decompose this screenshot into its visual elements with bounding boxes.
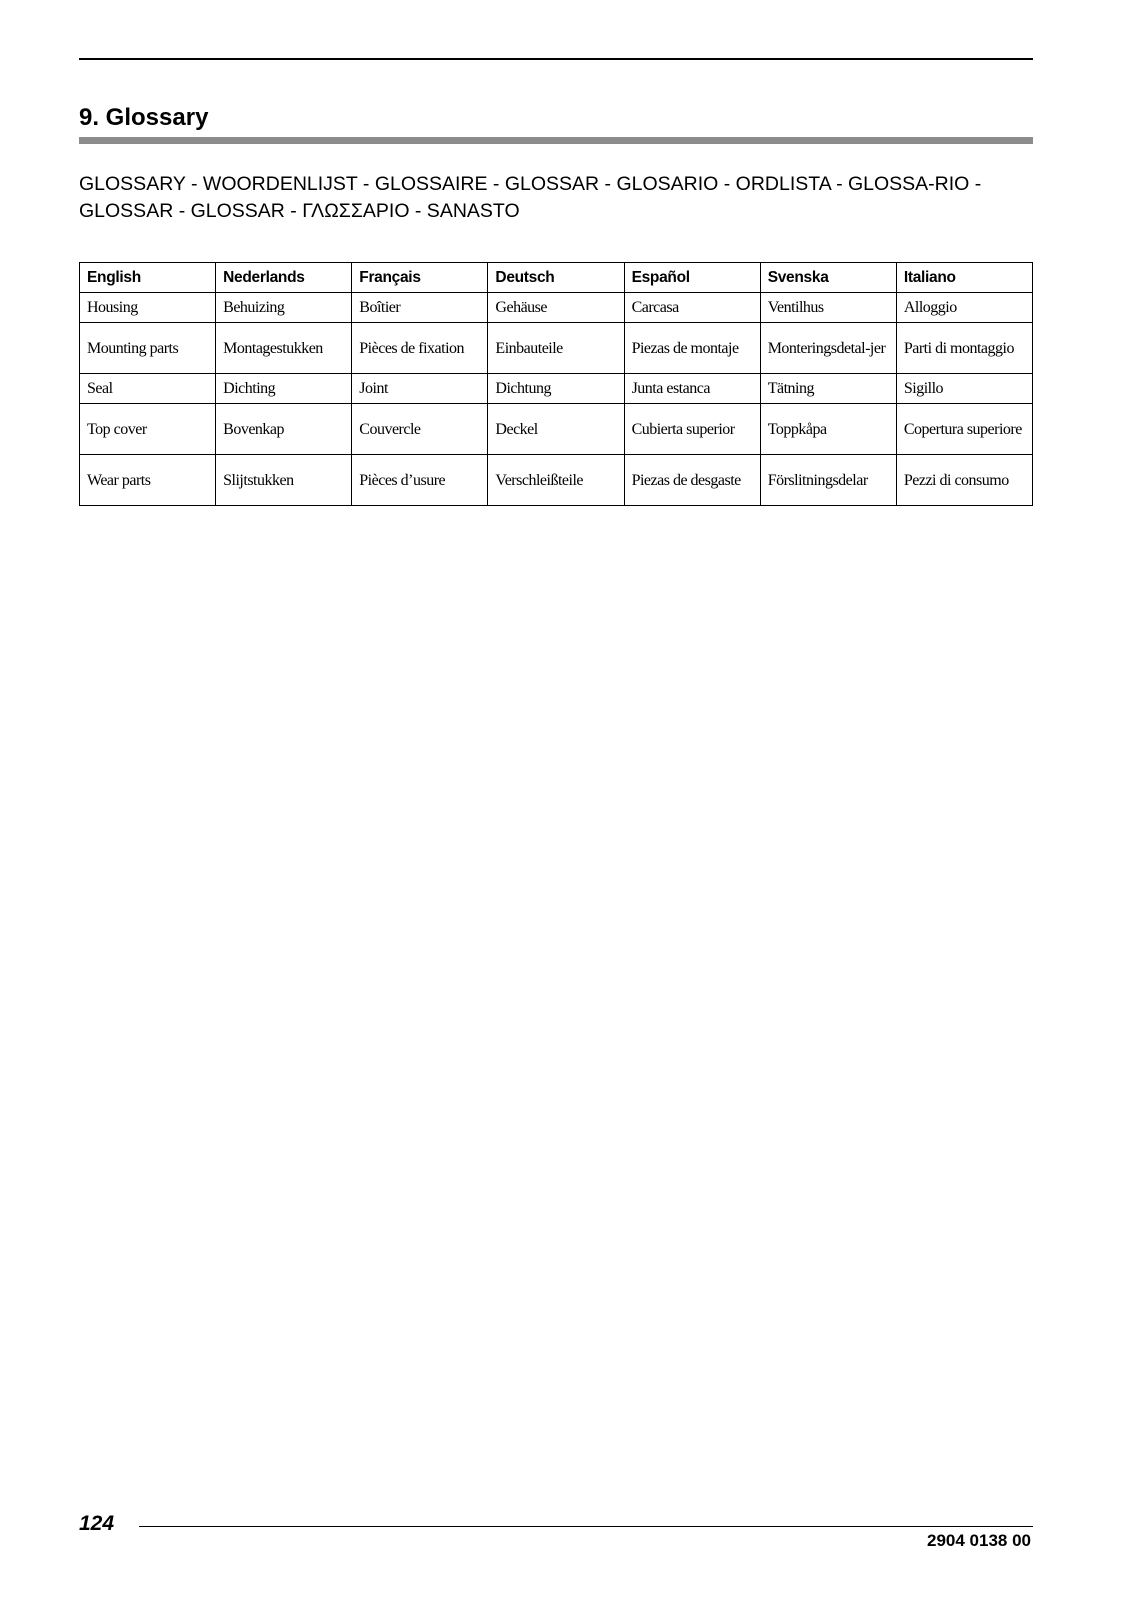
table-cell: Alloggio xyxy=(896,293,1032,323)
table-row xyxy=(80,404,1033,455)
table-cell: Junta estanca xyxy=(624,374,760,404)
table-cell: Piezas de montaje xyxy=(624,323,760,374)
top-rule xyxy=(79,58,1033,60)
table-cell: Dichting xyxy=(216,374,352,404)
table-cell: Gehäuse xyxy=(488,293,624,323)
column-header-francais: Français xyxy=(352,263,488,293)
table-row xyxy=(80,455,1033,506)
title-underline-bar xyxy=(79,137,1033,144)
table-cell: Bovenkap xyxy=(216,404,352,455)
table-cell: Pièces de fixation xyxy=(352,323,488,374)
column-header-deutsch: Deutsch xyxy=(488,263,624,293)
glossary-table xyxy=(79,262,1033,506)
table-cell: Joint xyxy=(352,374,488,404)
page-number: 124 xyxy=(79,1512,115,1535)
table-cell: Tätning xyxy=(760,374,896,404)
table-cell: Top cover xyxy=(80,404,216,455)
table-cell: Carcasa xyxy=(624,293,760,323)
table-row xyxy=(80,293,1033,323)
table-cell: Mounting parts xyxy=(80,323,216,374)
table-cell: Housing xyxy=(80,293,216,323)
table-cell: Couvercle xyxy=(352,404,488,455)
table-cell: Pezzi di consumo xyxy=(896,455,1032,506)
table-cell: Cubierta superior xyxy=(624,404,760,455)
table-cell: Piezas de desgaste xyxy=(624,455,760,506)
table-cell: Sigillo xyxy=(896,374,1032,404)
table-cell: Boîtier xyxy=(352,293,488,323)
table-cell: Slijtstukken xyxy=(216,455,352,506)
document-number: 2904 0138 00 xyxy=(927,1531,1031,1550)
table-cell: Toppkåpa xyxy=(760,404,896,455)
column-header-espanol: Español xyxy=(624,263,760,293)
column-header-italiano: Italiano xyxy=(896,263,1032,293)
table-cell: Einbauteile xyxy=(488,323,624,374)
table-header-row xyxy=(80,263,1033,293)
table-cell: Copertura superiore xyxy=(896,404,1032,455)
table-row xyxy=(80,374,1033,404)
table-cell: Pièces d’usure xyxy=(352,455,488,506)
table-cell: Ventilhus xyxy=(760,293,896,323)
table-cell: Verschleißteile xyxy=(488,455,624,506)
glossary-subtitle: GLOSSARY - WOORDENLIJST - GLOSSAIRE - GLOSSAR - GLOSARIO - ORDLISTA - GLOSSA-RIO - GLOSSAR - GLOSSAR - ΓΛΩΣΣΑΡΙΟ - SANASTO xyxy=(79,173,982,222)
table-cell: Wear parts xyxy=(80,455,216,506)
table-cell: Seal xyxy=(80,374,216,404)
column-header-svenska: Svenska xyxy=(760,263,896,293)
column-header-nederlands: Nederlands xyxy=(216,263,352,293)
table-cell: Parti di montaggio xyxy=(896,323,1032,374)
table-row xyxy=(80,323,1033,374)
table-cell: Deckel xyxy=(488,404,624,455)
table-cell: Förslitningsdelar xyxy=(760,455,896,506)
footer-rule xyxy=(139,1526,1033,1527)
table-cell: Monteringsdetal-jer xyxy=(760,323,896,374)
column-header-english: English xyxy=(80,263,216,293)
table-cell: Montagestukken xyxy=(216,323,352,374)
section-title: 9. Glossary xyxy=(79,104,209,131)
table-cell: Dichtung xyxy=(488,374,624,404)
table-cell: Behuizing xyxy=(216,293,352,323)
